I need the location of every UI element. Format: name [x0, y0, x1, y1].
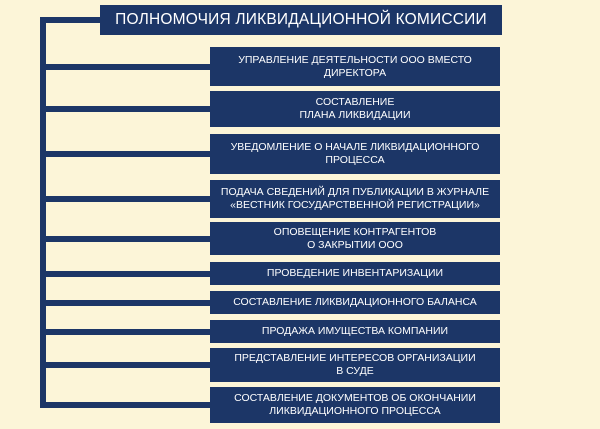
authority-item-label: ПРЕДСТАВЛЕНИЕ ИНТЕРЕСОВ ОРГАНИЗАЦИИ В СУДЕ: [234, 352, 476, 377]
authority-item-label: ПОДАЧА СВЕДЕНИЙ ДЛЯ ПУБЛИКАЦИИ В ЖУРНАЛЕ «ВЕСТНИК ГОСУДАРСТВЕННОЙ РЕГИСТРАЦИИ»: [220, 186, 490, 211]
authority-item: [210, 91, 500, 127]
item-connector: [46, 329, 210, 335]
authority-item-label: ПРОДАЖА ИМУЩЕСТВА КОМПАНИИ: [261, 325, 449, 337]
authority-item: [210, 387, 500, 423]
authority-item: [210, 47, 500, 86]
authority-item-label: СОСТАВЛЕНИЕ ЛИКВИДАЦИОННОГО БАЛАНСА: [233, 296, 477, 308]
authority-item: [210, 291, 500, 314]
item-connector: [46, 362, 210, 368]
item-connector: [46, 151, 210, 157]
authority-item-label: ОПОВЕЩЕНИЕ КОНТРАГЕНТОВ О ЗАКРЫТИИ ООО: [273, 225, 437, 251]
authority-item-label: УВЕДОМЛЕНИЕ О НАЧАЛЕ ЛИКВИДАЦИОННОГО ПРОЦЕССА: [230, 141, 480, 166]
authority-item: [210, 222, 500, 255]
item-connector: [46, 300, 210, 306]
authority-item: [210, 348, 500, 382]
authority-item: [210, 320, 500, 343]
authority-item-label: УПРАВЛЕНИЕ ДЕЯТЕЛЬНОСТИ ООО ВМЕСТО ДИРЕКТОРА: [238, 53, 472, 79]
item-connector: [46, 196, 210, 202]
diagram-spine-vertical: [40, 17, 46, 408]
authority-item: [210, 134, 500, 174]
item-connector: [46, 271, 210, 277]
authority-item-label: СОСТАВЛЕНИЕ ДОКУМЕНТОВ ОБ ОКОНЧАНИИ ЛИКВИДАЦИОННОГО ПРОЦЕССА: [234, 392, 476, 417]
diagram-spine-top: [40, 17, 100, 23]
authority-item-label: СОСТАВЛЕНИЕ ПЛАНА ЛИКВИДАЦИИ: [299, 96, 411, 121]
item-connector: [46, 64, 210, 70]
authority-item: [210, 262, 500, 285]
item-connector: [46, 402, 210, 408]
item-connector: [46, 106, 210, 112]
authority-item-label: ПРОВЕДЕНИЕ ИНВЕНТАРИЗАЦИИ: [266, 267, 444, 279]
authority-item: [210, 180, 500, 218]
diagram-title: ПОЛНОМОЧИЯ ЛИКВИДАЦИОННОЙ КОМИССИИ: [100, 5, 502, 35]
item-connector: [46, 236, 210, 242]
